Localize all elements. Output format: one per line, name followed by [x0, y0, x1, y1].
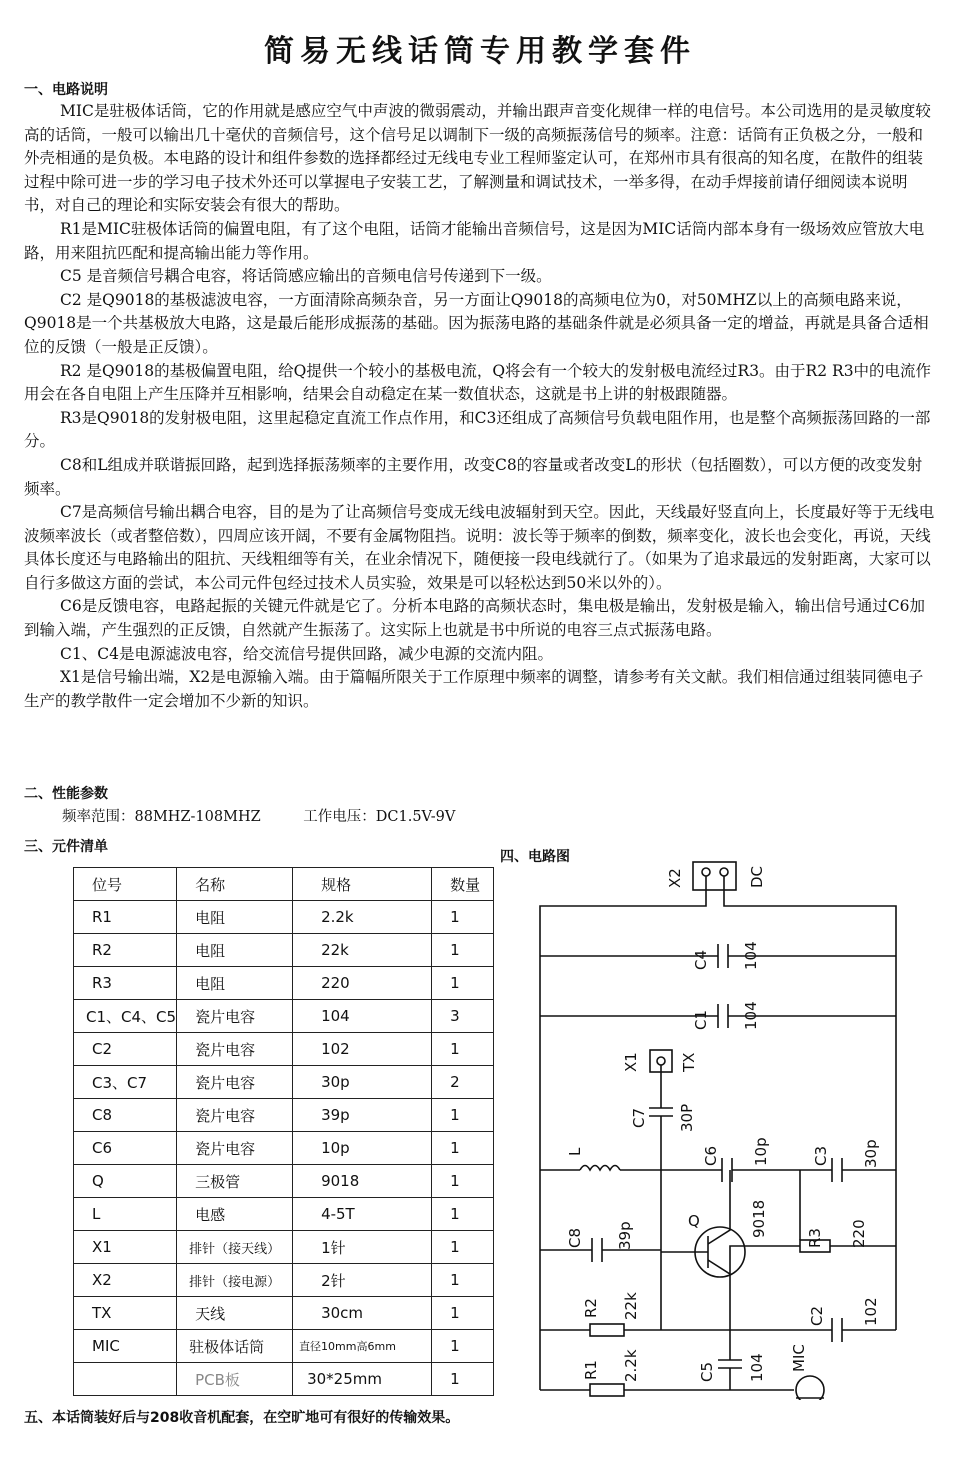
header-cell: 位号 — [74, 868, 177, 901]
c8-symbol — [592, 1238, 602, 1262]
cell-spec: 30*25mm — [293, 1363, 432, 1396]
cell-ref: R2 — [74, 934, 177, 967]
table-row — [74, 934, 494, 967]
label-r2-value: 22k — [622, 1292, 640, 1320]
cell-ref: R1 — [74, 901, 177, 934]
cell-spec: 104 — [293, 1000, 432, 1033]
label-r3: R3 — [806, 1228, 824, 1248]
page-title: 简易无线话筒专用教学套件 — [264, 34, 696, 69]
header-cell: 名称 — [177, 868, 293, 901]
cell-qty: 1 — [432, 1264, 494, 1297]
x2-connector — [693, 862, 736, 890]
label-c3: C3 — [812, 1145, 830, 1166]
cell-name: 电阻 — [177, 934, 293, 967]
table-row — [74, 1066, 494, 1099]
label-r1: R1 — [582, 1360, 600, 1380]
label-r1-value: 2.2k — [622, 1349, 640, 1382]
cell-spec: 2针 — [293, 1264, 432, 1297]
inductor-symbol — [580, 1166, 620, 1171]
cell-spec: 直径10mm高6mm — [293, 1330, 432, 1363]
paragraph: C6是反馈电容，电路起振的关键元件就是它了。分析本电路的高频状态时，集电极是输出，发射极是输入，输出信号通过C6加到输入端，产生强烈的正反馈，自然就产生振荡了。这实际上也就是书中所说的电容三点式振荡电路。 — [24, 597, 925, 640]
label-l: L — [566, 1147, 584, 1156]
table-row — [74, 1099, 494, 1132]
x2-pin — [702, 868, 710, 876]
r2-symbol — [590, 1324, 624, 1336]
cell-qty: 1 — [432, 1099, 494, 1132]
cell-spec: 30cm — [293, 1297, 432, 1330]
paragraph: C8和L组成并联谐振回路，起到选择振荡频率的主要作用，改变C8的容量或者改变L的形状（包括圈数），可以方便的改变发射频率。 — [24, 455, 923, 498]
cell-qty: 3 — [432, 1000, 494, 1033]
label-dc: DC — [748, 865, 766, 888]
cell-qty: 1 — [432, 1231, 494, 1264]
label-c6: C6 — [702, 1145, 720, 1166]
c4-symbol — [718, 944, 728, 968]
frequency-range: 频率范围：88MHZ-108MHZ — [62, 809, 261, 825]
label-c4: C4 — [692, 949, 710, 970]
table-row — [74, 1198, 494, 1231]
cell-qty: 1 — [432, 1297, 494, 1330]
section-heading-schematic: 四、电路图 — [500, 849, 570, 865]
paragraph: C2 是Q9018的基极滤波电容，一方面清除高频杂音，另一方面让Q9018的高频电位为0，对50MHZ以上的高频电路来说，Q9018是一个共基极放大电路，这是最后能形成振荡的基础。因为振荡电路的基础条件就是必须具备一定的增益，再就是具备合适相位的反馈（一般是正反馈）。 — [24, 290, 929, 356]
cell-name: 电阻 — [177, 967, 293, 1000]
table-row — [74, 1165, 494, 1198]
label-r2: R2 — [582, 1298, 600, 1318]
cell-name: 瓷片电容 — [177, 1132, 293, 1165]
cell-name: 三极管 — [177, 1165, 293, 1198]
label-c5-value: 104 — [748, 1353, 766, 1382]
section-heading-parts: 三、元件清单 — [24, 839, 108, 855]
table-row — [74, 901, 494, 934]
label-x2: X2 — [666, 868, 684, 888]
x2-pin — [720, 868, 728, 876]
c2-symbol — [832, 1318, 842, 1342]
table-row — [74, 1363, 494, 1396]
cell-ref — [74, 1363, 177, 1396]
cell-qty: 1 — [432, 1330, 494, 1363]
parts-table — [73, 867, 494, 1396]
cell-qty: 1 — [432, 967, 494, 1000]
cell-name: 瓷片电容 — [177, 1033, 293, 1066]
label-q: Q — [688, 1212, 700, 1230]
working-voltage: 工作电压：DC1.5V-9V — [303, 809, 456, 825]
cell-qty: 1 — [432, 1363, 494, 1396]
table-header-row — [74, 868, 494, 901]
cell-spec: 9018 — [293, 1165, 432, 1198]
label-c3-value: 30p — [862, 1139, 880, 1168]
cell-spec: 1针 — [293, 1231, 432, 1264]
label-x1: X1 — [622, 1052, 640, 1072]
cell-name: 天线 — [177, 1297, 293, 1330]
table-row — [74, 1330, 494, 1363]
cell-name: 电阻 — [177, 901, 293, 934]
paragraph: C1、C4是电源滤波电容，给交流信号提供回路，减少电源的交流内阻。 — [60, 644, 553, 663]
label-r3-value: 220 — [850, 1219, 868, 1248]
cell-ref: C1、C4、C5 — [74, 1000, 177, 1033]
table-row — [74, 1000, 494, 1033]
mic-symbol — [796, 1376, 824, 1400]
paragraph: X1是信号输出端，X2是电源输入端。由于篇幅所限关于工作原理中频率的调整，请参考有关文献。我们相信通过组装同德电子生产的教学散件一定会增加不少新的知识。 — [24, 668, 924, 710]
cell-qty: 1 — [432, 1132, 494, 1165]
cell-spec: 220 — [293, 967, 432, 1000]
label-c7: C7 — [630, 1107, 648, 1128]
paragraph: R2 是Q9018的基极偏置电阻，给Q提供一个较小的基极电流，Q将会有一个较大的发射极电流经过R3。由于R2 R3中的电流作用会在各自电阻上产生压降并互相影响，结果会自动稳定在某一数值状态，这就是书上讲的射极跟随器。 — [24, 361, 932, 404]
section-heading-performance: 二、性能参数 — [24, 786, 108, 802]
circuit-diagram — [530, 850, 930, 1400]
cell-name: 瓷片电容 — [177, 1099, 293, 1132]
paragraph: C7是高频信号输出耦合电容，目的是为了让高频信号变成无线电波辐射到天空。因此，天线最好竖直向上，长度最好等于无线电波频率波长（或者整倍数），四周应该开阔，不要有金属物阻挡。说明：波长等于频率的倒数，频率变化，波长也会变化，再说，天线具体长度还与电路输出的阻抗、天线粗细等有关，在业余情况下，随便接一段电线就行了。（如果为了追求最远的发射距离，大家可以自行多做这方面的尝试，本公司元件包经过技术人员实验，效果是可以轻松达到50米以外的）。 — [24, 503, 935, 592]
cell-name: PCB板 — [177, 1363, 293, 1396]
cell-ref: TX — [74, 1297, 177, 1330]
label-c6-value: 10p — [752, 1137, 770, 1166]
cell-ref: C3、C7 — [74, 1066, 177, 1099]
cell-qty: 2 — [432, 1066, 494, 1099]
table-row — [74, 967, 494, 1000]
performance-params — [62, 805, 493, 826]
label-mic: MIC — [790, 1344, 808, 1372]
label-c8-value: 39p — [616, 1221, 634, 1250]
label-tx: TX — [680, 1052, 698, 1072]
cell-ref: MIC — [74, 1330, 177, 1363]
label-c2-value: 102 — [862, 1297, 880, 1326]
cell-qty: 1 — [432, 901, 494, 934]
label-c1-value: 104 — [742, 1001, 760, 1030]
table-row — [74, 1033, 494, 1066]
cell-spec: 39p — [293, 1099, 432, 1132]
cell-ref: R3 — [74, 967, 177, 1000]
label-c7-value: 30P — [678, 1103, 696, 1132]
table-row — [74, 1264, 494, 1297]
cell-spec: 102 — [293, 1033, 432, 1066]
paragraph: R1是MIC驻极体话筒的偏置电阻，有了这个电阻，话筒才能输出音频信号，这是因为MIC话筒内部本身有一级场效应管放大电路，用来阻抗匹配和提高输出能力等作用。 — [24, 219, 925, 262]
cell-name: 排针（接天线） — [177, 1231, 293, 1264]
r1-symbol — [590, 1384, 624, 1396]
paragraph: MIC是驻极体话筒，它的作用就是感应空气中声波的微弱震动，并输出跟声音变化规律一样的电信号。本公司选用的是灵敏度较高的话筒，一般可以输出几十毫伏的音频信号，这个信号足以调制下一级的高频振荡信号的频率。注意：话筒有正负极之分，一般和外壳相通的是负极。本电路的设计和组件参数的选择都经过无线电专业工程师鉴定认可，在郑州市具有很高的知名度，在散件的组装过程中除可进一步的学习电子技术外还可以掌握电子安装工艺，了解测量和调试技术，一举多得，在动手焊接前请仔细阅读本说明书，对自己的理论和实际安装会有很大的帮助。 — [24, 102, 931, 215]
label-c1: C1 — [692, 1009, 710, 1030]
cell-name: 瓷片电容 — [177, 1066, 293, 1099]
c5-symbol — [718, 1360, 742, 1368]
c7-symbol — [649, 1108, 673, 1116]
header-cell: 数量 — [432, 868, 494, 901]
cell-ref: C6 — [74, 1132, 177, 1165]
label-c8: C8 — [566, 1227, 584, 1248]
cell-ref: X1 — [74, 1231, 177, 1264]
header-cell: 规格 — [293, 868, 432, 901]
cell-spec: 4-5T — [293, 1198, 432, 1231]
cell-qty: 1 — [432, 1165, 494, 1198]
cell-name: 排针（接电源） — [177, 1264, 293, 1297]
cell-ref: Q — [74, 1165, 177, 1198]
cell-qty: 1 — [432, 1198, 494, 1231]
cell-spec: 30p — [293, 1066, 432, 1099]
cell-qty: 1 — [432, 934, 494, 967]
table-row — [74, 1297, 494, 1330]
cell-qty: 1 — [432, 1033, 494, 1066]
footer-note: 五、本话筒装好后与208收音机配套，在空旷地可有很好的传输效果。 — [24, 1410, 460, 1426]
label-c4-value: 104 — [742, 941, 760, 970]
cell-ref: C2 — [74, 1033, 177, 1066]
circuit-description — [24, 100, 936, 713]
section-heading-circuit: 一、电路说明 — [24, 82, 108, 98]
table-row — [74, 1132, 494, 1165]
c1-symbol — [718, 1004, 728, 1028]
cell-ref: C8 — [74, 1099, 177, 1132]
table-row — [74, 1231, 494, 1264]
paragraph: R3是Q9018的发射极电阻，这里起稳定直流工作点作用，和C3还组成了高频信号负载电阻作用，也是整个高频振荡回路的一部分。 — [24, 408, 931, 451]
cell-spec: 10p — [293, 1132, 432, 1165]
cell-name: 驻极体话筒 — [177, 1330, 293, 1363]
label-q-value: 9018 — [750, 1199, 768, 1238]
cell-spec: 22k — [293, 934, 432, 967]
label-c2: C2 — [808, 1305, 826, 1326]
cell-ref: L — [74, 1198, 177, 1231]
cell-name: 瓷片电容 — [177, 1000, 293, 1033]
cell-name: 电感 — [177, 1198, 293, 1231]
label-c5: C5 — [698, 1361, 716, 1382]
c3-symbol — [832, 1158, 842, 1182]
paragraph: C5 是音频信号耦合电容，将话筒感应输出的音频电信号传递到下一级。 — [60, 267, 552, 286]
cell-spec: 2.2k — [293, 901, 432, 934]
cell-ref: X2 — [74, 1264, 177, 1297]
